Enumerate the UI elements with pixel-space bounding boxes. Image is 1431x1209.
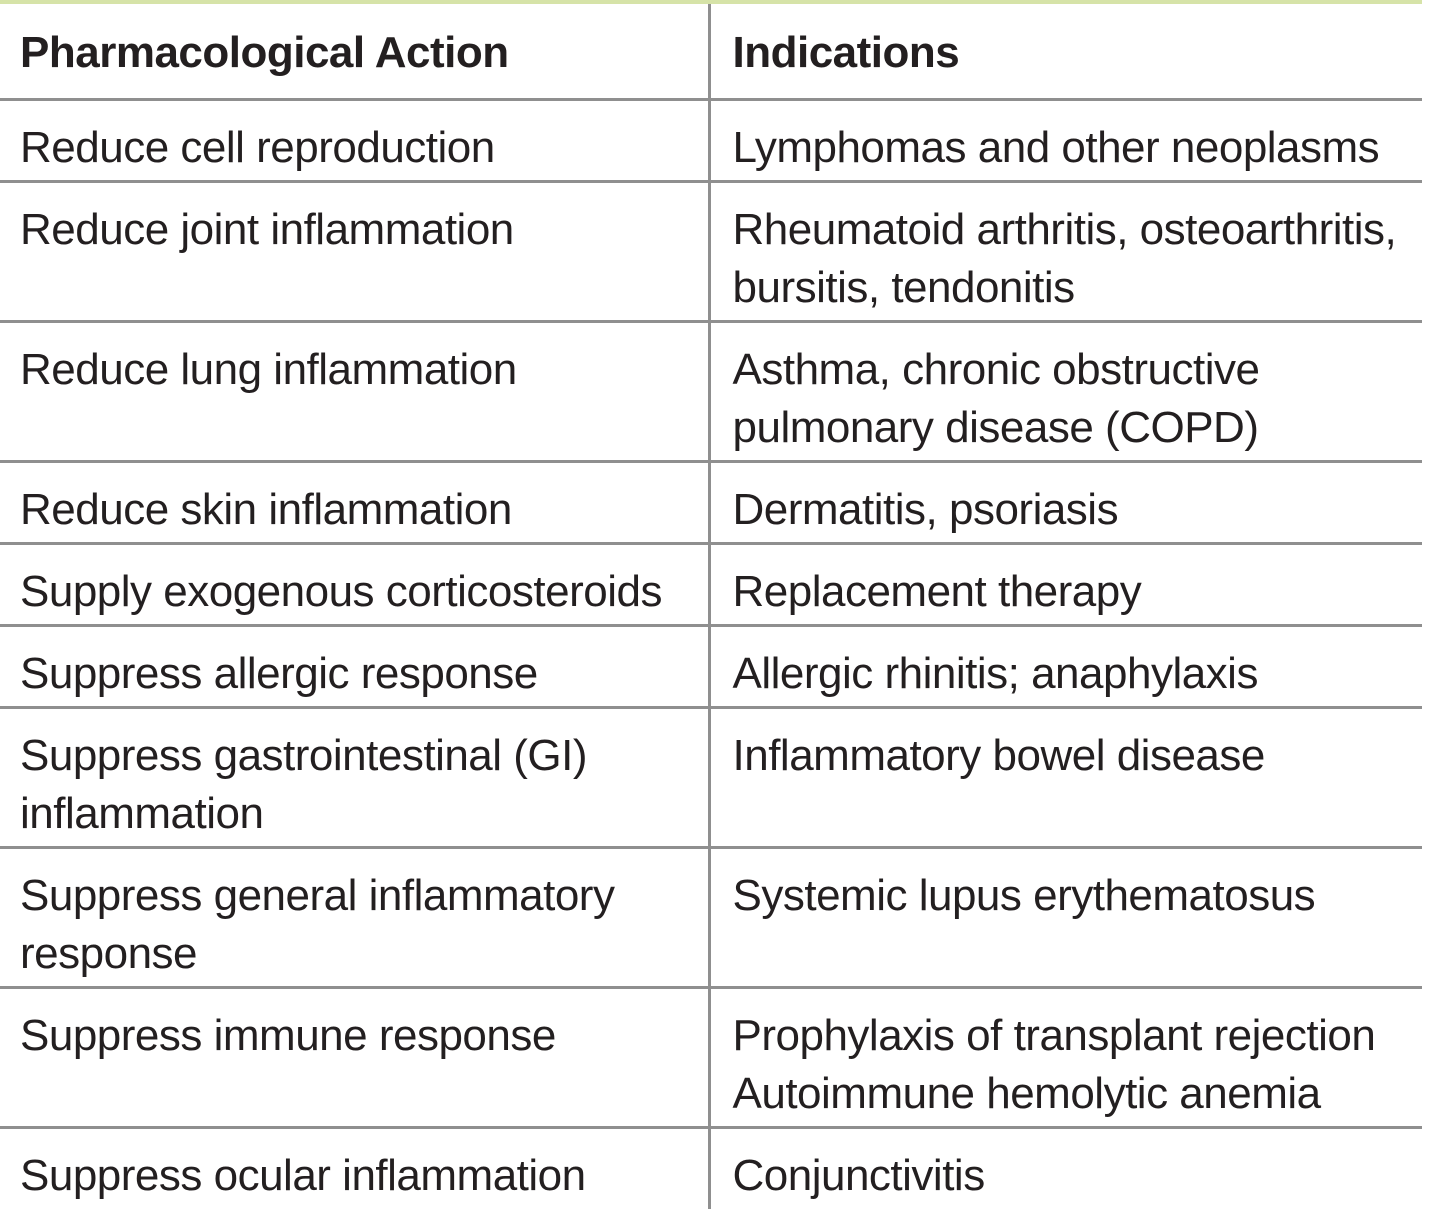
indications-cell: Asthma, chronic obstructive pulmonary disease (COPD): [709, 321, 1422, 461]
table-row: [0, 987, 1422, 1127]
table-body: [0, 99, 1422, 1209]
pharmacological-actions-table: [0, 4, 1422, 1209]
action-cell: Suppress gastrointestinal (GI) inflammation: [0, 707, 709, 847]
action-cell: Reduce cell reproduction: [0, 99, 709, 181]
indications-cell: Prophylaxis of transplant rejection Autoimmune hemolytic anemia: [709, 987, 1422, 1127]
indications-cell: Replacement therapy: [709, 543, 1422, 625]
action-cell: Reduce skin inflammation: [0, 461, 709, 543]
table-row: [0, 461, 1422, 543]
table-row: [0, 625, 1422, 707]
table-row: [0, 181, 1422, 321]
indications-cell: Rheumatoid arthritis, osteoarthritis, bursitis, tendonitis: [709, 181, 1422, 321]
header-row: [0, 4, 1422, 99]
indications-cell: Conjunctivitis: [732, 1150, 985, 1200]
table-row: [0, 847, 1422, 987]
action-cell: Suppress general inflammatory response: [0, 847, 709, 987]
header-pharmacological-action: Pharmacological Action: [0, 4, 709, 99]
indications-cell: Inflammatory bowel disease: [709, 707, 1422, 847]
table-row: [0, 321, 1422, 461]
action-cell: Supply exogenous corticosteroids: [0, 543, 709, 625]
action-cell: Suppress immune response: [0, 987, 709, 1127]
indications-cell: Allergic rhinitis; anaphylaxis: [709, 625, 1422, 707]
table-row: [0, 543, 1422, 625]
indications-cell: Systemic lupus erythematosus: [709, 847, 1422, 987]
indications-cell: Lymphomas and other neoplasms: [709, 99, 1422, 181]
action-cell: Suppress allergic response: [0, 625, 709, 707]
action-cell: Reduce joint inflammation: [0, 181, 709, 321]
header-indications: Indications: [709, 4, 1422, 99]
table-row: [0, 1127, 1422, 1209]
indications-cell: Dermatitis, psoriasis: [709, 461, 1422, 543]
table-header: [0, 4, 1422, 99]
table-row: [0, 707, 1422, 847]
action-cell: Reduce lung inflammation: [0, 321, 709, 461]
action-cell: Suppress ocular inflammation: [0, 1127, 709, 1209]
table-row: [0, 99, 1422, 181]
